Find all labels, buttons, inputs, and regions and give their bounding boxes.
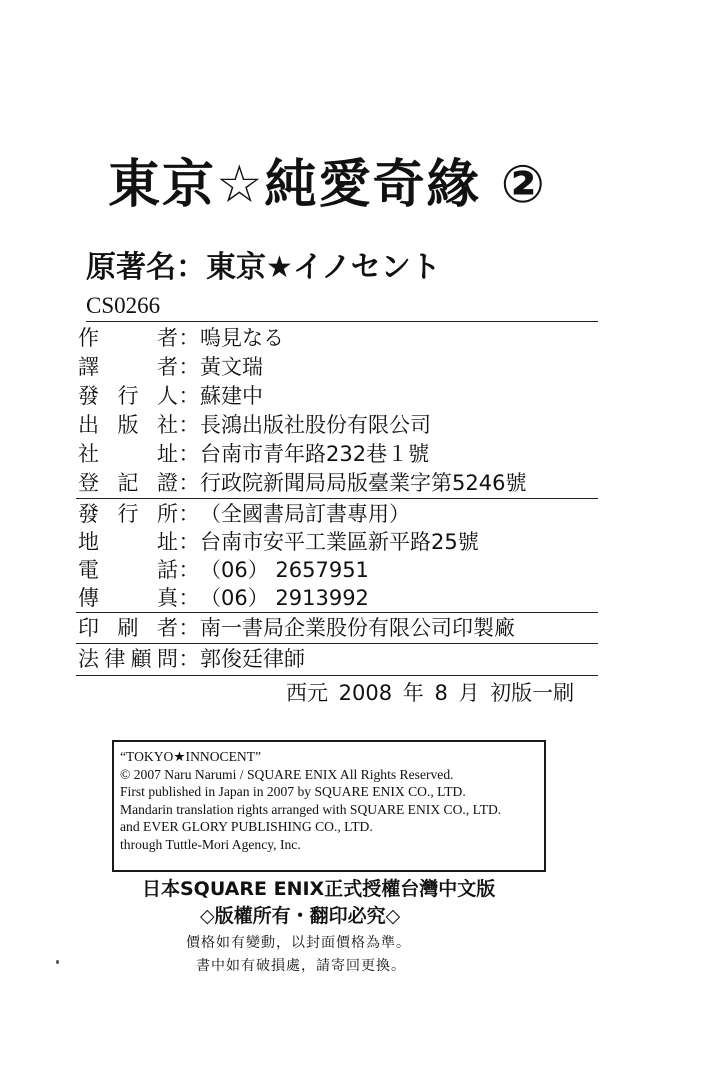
credit-value: 長鴻出版社股份有限公司 [200, 413, 431, 437]
copyright-line: through Tuttle-Mori Agency, Inc. [120, 836, 301, 852]
credit-label: 發行所 [78, 502, 178, 526]
credit-value: （06） 2657951 [200, 558, 369, 582]
credit-separator: ： [178, 647, 200, 671]
credit-row-author [78, 324, 284, 352]
copyright-line: First published in Japan in 2007 by SQUARE ENIX CO., LTD. [120, 784, 466, 800]
credit-value: 台南市安平工業區新平路25號 [200, 530, 479, 554]
credit-separator: ： [178, 355, 200, 379]
credit-value: 嗚見なる [200, 326, 284, 350]
credit-row-fax [78, 584, 369, 612]
credit-separator: ： [178, 586, 200, 610]
copyright-line: “TOKYO★INNOCENT” [120, 749, 262, 764]
credit-label: 登記證 [78, 471, 178, 495]
print-speck [56, 960, 59, 964]
original-title: 原著名：東京★イノセント [86, 250, 441, 285]
edition-line: 西元 2008 年 8 月 初版一刷 [286, 681, 575, 705]
credit-separator: ： [178, 530, 200, 554]
divider-rule [76, 498, 598, 499]
credit-separator: ： [178, 326, 200, 350]
catalog-code: CS0266 [86, 293, 161, 318]
price-note: 價格如有變動，以封面價格為準。 [186, 935, 411, 951]
credit-value: 蘇建中 [200, 384, 263, 408]
credit-value: 黃文瑞 [200, 355, 263, 379]
divider-rule [76, 675, 598, 676]
credit-row-distributor-address [78, 528, 479, 556]
credit-separator: ： [178, 502, 200, 526]
credit-label: 社址 [78, 442, 178, 466]
credit-row-translator [78, 353, 263, 381]
credit-value: 郭俊廷律師 [200, 647, 305, 671]
credit-separator: ： [178, 471, 200, 495]
exchange-note: 書中如有破損處，請寄回更換。 [196, 958, 406, 974]
credit-row-office-address [78, 440, 429, 468]
credit-value: 行政院新聞局局版臺業字第5246號 [200, 471, 527, 495]
copyright-line: Mandarin translation rights arranged with SQUARE ENIX CO., LTD. [120, 801, 502, 817]
divider-rule [76, 643, 598, 644]
credit-value: 南一書局企業股份有限公司印製廠 [200, 616, 515, 640]
license-notice: 日本SQUARE ENIX正式授權台灣中文版 [142, 878, 496, 900]
credit-label: 譯者 [78, 355, 178, 379]
copyright-box [112, 740, 546, 872]
copyright-line: and EVER GLORY PUBLISHING CO., LTD. [120, 819, 373, 835]
credit-label: 地址 [78, 530, 178, 554]
credit-label: 發行人 [78, 384, 178, 408]
credit-separator: ： [178, 413, 200, 437]
credit-value: 台南市青年路232巷１號 [200, 442, 430, 466]
credit-separator: ： [178, 442, 200, 466]
copyright-line: © 2007 Naru Narumi / SQUARE ENIX All Rights Reserved. [120, 766, 454, 782]
credit-row-phone [78, 556, 369, 584]
credit-label: 傳真 [78, 586, 178, 610]
credit-label: 印刷者 [78, 616, 178, 640]
rights-notice: ◇版權所有・翻印必究◇ [200, 905, 401, 927]
book-title: 東京☆純愛奇緣 ② [108, 155, 547, 215]
credit-row-publishing-house [78, 411, 431, 439]
divider-rule [76, 612, 598, 613]
credit-row-distributor [78, 500, 410, 528]
credit-label: 作者 [78, 326, 178, 350]
credit-row-publisher-person [78, 382, 263, 410]
credit-label: 電話 [78, 558, 178, 582]
divider-rule [86, 321, 598, 322]
credit-separator: ： [178, 384, 200, 408]
credit-row-registration [78, 469, 526, 497]
credit-separator: ： [178, 616, 200, 640]
credit-value: （06） 2913992 [200, 586, 369, 610]
credit-row-legal-counsel [78, 645, 305, 673]
credit-separator: ： [178, 558, 200, 582]
credit-row-printer [78, 614, 515, 642]
credit-label: 法律顧問 [78, 647, 178, 671]
credit-value: （全國書局訂書專用） [200, 502, 410, 526]
credit-label: 出版社 [78, 413, 178, 437]
